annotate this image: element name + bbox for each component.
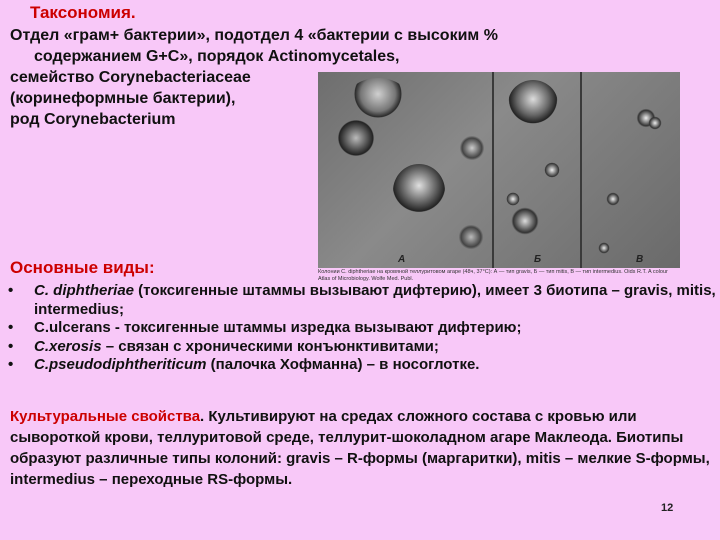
species-list	[8, 282, 718, 375]
list-item	[8, 282, 718, 319]
species-desc: (палочка Хофманна) – в носоглотке.	[206, 356, 480, 373]
taxonomy-line: (коринеформные бактерии),	[10, 90, 236, 107]
colony	[508, 80, 558, 128]
slide-title: Таксономия.	[30, 3, 136, 22]
colony	[458, 222, 484, 252]
figure-caption: Колонии C. diphtheriae на кровяной теллуритовом агаре (48ч, 37°С): А — тип gravis, Б — тип mitis, В — тип intermedius. Oids R.T. A colour Atlas of Microbiology. Wolfe Med. Publ.	[318, 269, 668, 282]
panel-label-b: Б	[534, 254, 542, 265]
species-name: C.xerosis	[34, 337, 102, 355]
species-name: C. diphtheriae	[34, 282, 135, 299]
bullet-icon: •	[8, 356, 14, 373]
culture-paragraph	[10, 406, 710, 490]
page-number: 12	[661, 502, 674, 514]
colony	[348, 78, 408, 118]
bullet-icon: •	[8, 337, 14, 355]
colony	[393, 164, 445, 218]
list-item	[8, 319, 718, 338]
bullet-icon: •	[8, 282, 14, 299]
taxonomy-line: содержанием G+C», порядок Actinomycetales,	[34, 48, 400, 65]
species-desc: (токсигенные штаммы вызывают дифтерию), имеет 3 биотипа – gravis, mitis, intermedius;	[34, 282, 716, 318]
colony	[648, 116, 662, 130]
taxonomy-line: семейство Corynebacteriaceae	[10, 69, 251, 86]
panel-label-a: А	[398, 254, 406, 265]
colony	[458, 134, 486, 162]
colony	[336, 118, 376, 158]
taxonomy-line: род Corynebacterium	[10, 111, 176, 128]
taxonomy-line: Отдел «грам+ бактерии», подотдел 4 «бактерии с высоким %	[10, 27, 498, 44]
species-desc: C.ulcerans - токсигенные штаммы изредка вызывают дифтерию;	[34, 319, 522, 336]
panel-label-c: В	[636, 254, 644, 265]
culture-text: . Культивируют на средах сложного состава с кровью или сывороткой крови, теллуритовой среде, теллурит-шоколадном агаре Маклеода. Биотипы образуют различные типы колоний: gravis – R-формы (маргаритки), mitis – мелкие S-формы, intermedius – переходные RS-формы.	[10, 408, 710, 488]
colony	[506, 192, 520, 206]
colony	[598, 242, 610, 254]
species-name: C.pseudodiphtheriticum	[34, 356, 207, 373]
panel-divider	[492, 72, 494, 268]
species-desc: – связан с хроническими конъюнктивитами;	[101, 337, 439, 355]
panel-divider	[580, 72, 582, 268]
colony	[544, 162, 560, 178]
colonies-photo	[318, 72, 680, 268]
bullet-icon: •	[8, 319, 14, 336]
colony	[606, 192, 620, 206]
list-item	[8, 338, 718, 357]
colony	[510, 206, 540, 236]
section-title: Основные виды:	[10, 258, 155, 277]
culture-heading: Культуральные свойства	[10, 408, 201, 425]
list-item	[8, 356, 718, 375]
